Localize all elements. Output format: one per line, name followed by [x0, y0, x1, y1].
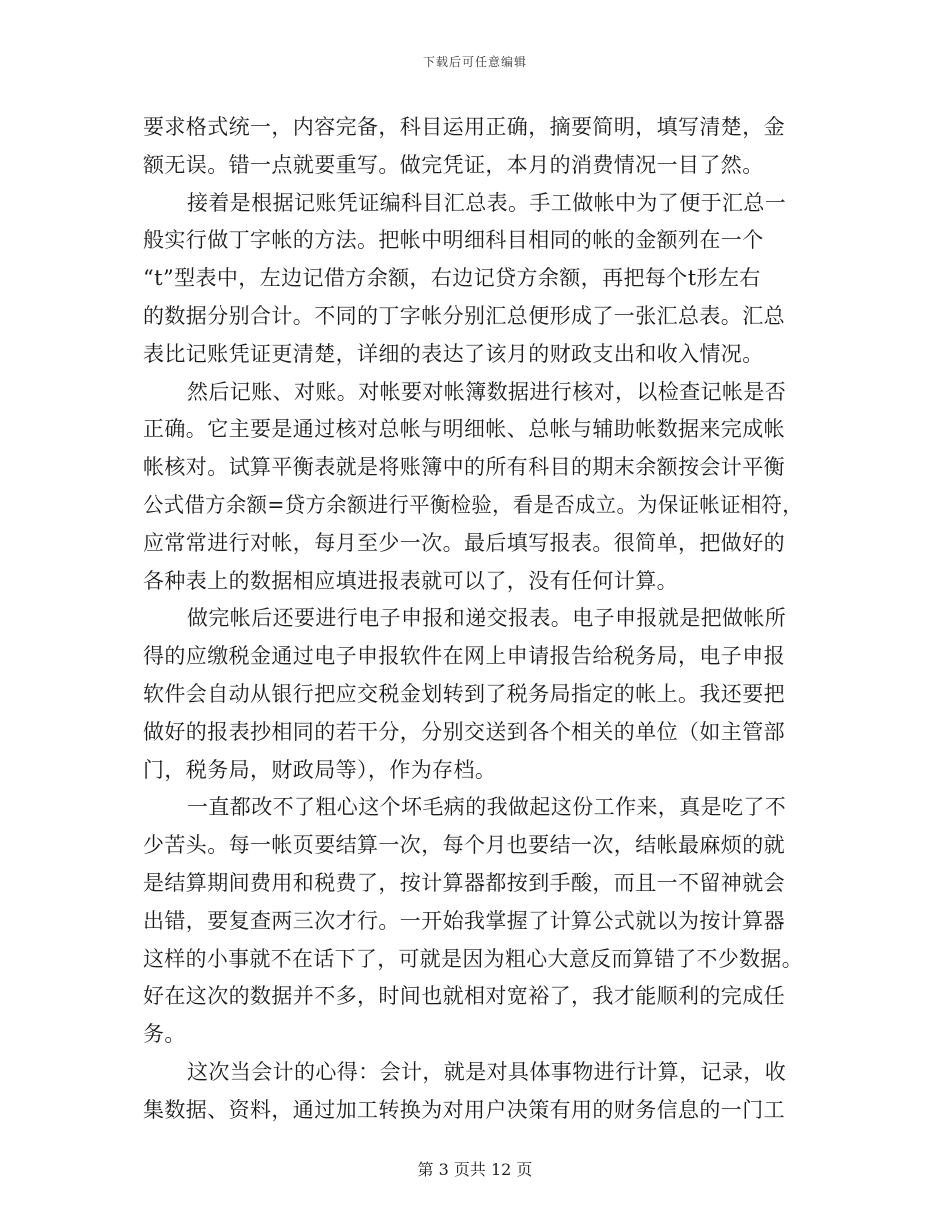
text-line: 要求格式统一，内容完备，科目运用正确，摘要简明，填写清楚，金: [143, 115, 785, 139]
text-line: “t”型表中，左边记借方余额，右边记贷方余额，再把每个t形左右: [143, 266, 761, 291]
text-line: 一直都改不了粗心这个坏毛病的我做起这份工作来，真是吃了不: [187, 795, 787, 820]
text-line: 各种表上的数据相应填进报表就可以了，没有任何计算。: [143, 568, 678, 593]
text-line: 做完帐后还要进行电子申报和递交报表。电子申报就是把做帐所: [187, 606, 787, 631]
text-line: 门，税务局，财政局等），作为存档。: [143, 757, 497, 782]
page-number: 第 3 页共 12 页: [417, 1160, 533, 1179]
text-line: 帐核对。试算平衡表就是将账簿中的所有科目的期末余额按会计平衡: [143, 455, 785, 480]
text-line: 是结算期间费用和税费了，按计算器都按到手酸，而且一不留神就会: [143, 870, 785, 895]
document-body: [143, 112, 803, 1133]
text-line: 应常常进行对帐，每月至少一次。最后填写报表。很简单，把做好的: [143, 530, 785, 555]
text-line: 正确。它主要是通过核对总帐与明细帐、总帐与辅助帐数据来完成帐: [143, 417, 785, 442]
text-line: 接着是根据记账凭证编科目汇总表。手工做帐中为了便于汇总一: [187, 190, 787, 215]
text-line: 般实行做丁字帐的方法。把帐中明细科目相同的帐的金额列在一个: [143, 228, 764, 253]
text-line: 务。: [143, 1022, 186, 1047]
page-header: 下载后可任意编辑: [422, 55, 527, 69]
text-line: 集数据、资料，通过加工转换为对用户决策有用的财务信息的一门工: [143, 1097, 785, 1122]
text-line: 软件会自动从银行把应交税金划转到了税务局指定的帐上。我还要把: [143, 681, 785, 706]
text-line: 少苦头。每一帐页要结算一次，每个月也要结一次，结帐最麻烦的就: [143, 833, 785, 858]
text-line: 然后记账、对账。对帐要对帐簿数据进行核对，以检查记帐是否: [187, 379, 787, 404]
text-line: 得的应缴税金通过电子申报软件在网上申请报告给税务局，电子申报: [143, 644, 785, 669]
text-line: 的数据分别合计。不同的丁字帐分别汇总便形成了一张汇总表。汇总: [143, 303, 785, 328]
text-line: 公式借方余额=贷方余额进行平衡检验，看是否成立。为保证帐证相符，: [143, 492, 804, 517]
text-line: 这样的小事就不在话下了，可就是因为粗心大意反而算错了不少数据。: [143, 946, 804, 971]
text-line: 出错，要复查两三次才行。一开始我掌握了计算公式就以为按计算器: [143, 908, 785, 933]
text-line: 做好的报表抄相同的若干分，分别交送到各个相关的单位（如主管部: [143, 719, 785, 744]
text-line: 额无误。错一点就要重写。做完凭证，本月的消费情况一目了然。: [143, 152, 764, 177]
text-line: 表比记账凭证更清楚，详细的表达了该月的财政支出和收入情况。: [143, 341, 764, 366]
text-line: 好在这次的数据并不多，时间也就相对宽裕了，我才能顺利的完成任: [143, 984, 785, 1009]
text-line: 这次当会计的心得：会计，就是对具体事物进行计算，记录，收: [187, 1059, 787, 1084]
